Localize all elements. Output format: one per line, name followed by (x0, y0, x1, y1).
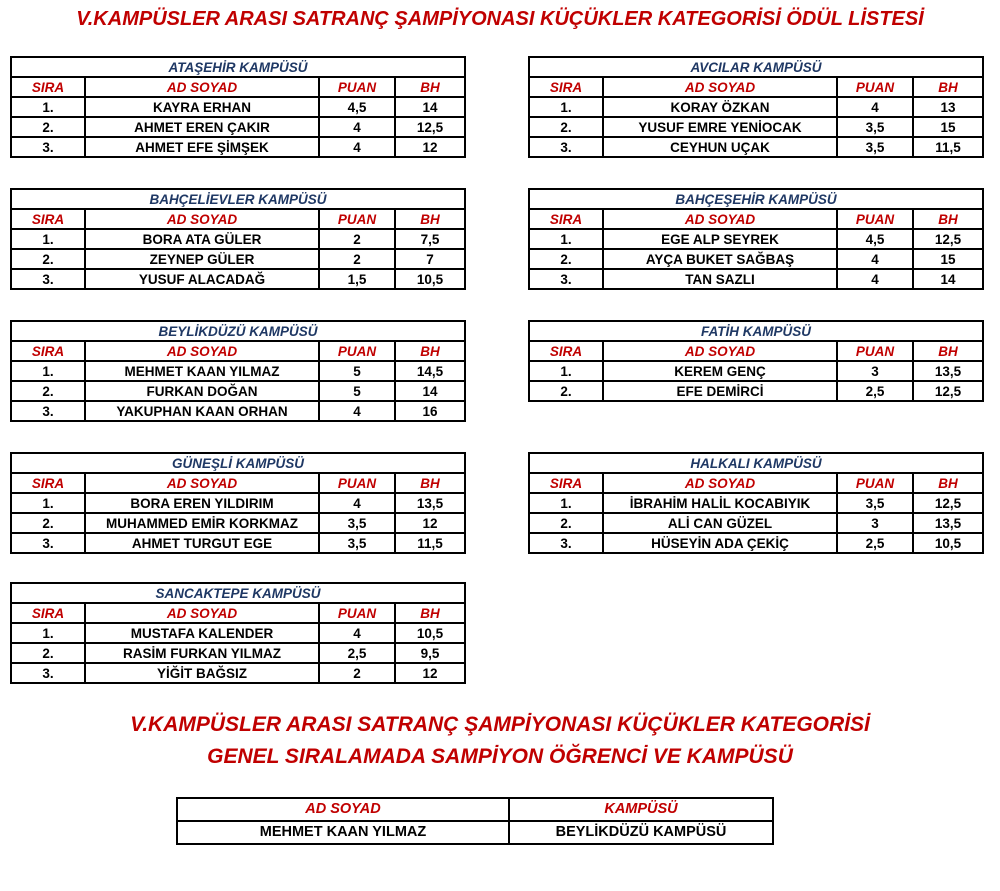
points-cell: 4 (319, 493, 395, 513)
table-row (529, 513, 983, 533)
rank-cell: 2. (11, 513, 85, 533)
champion-section-title-line1: V.KAMPÜSLER ARASI SATRANÇ ŞAMPİYONASI KÜÇÜKLER KATEGORİSİ (130, 713, 870, 736)
rank-cell: 1. (529, 97, 603, 117)
rank-cell: 3. (11, 533, 85, 553)
rank-cell: 2. (11, 117, 85, 137)
rank-cell: 1. (11, 229, 85, 249)
campus-table-fatih (528, 320, 984, 402)
champion-campus-header: KAMPÜSÜ (509, 798, 773, 821)
rank-cell: 1. (11, 361, 85, 381)
points-cell: 4 (837, 97, 913, 117)
campus-table-avcilar (528, 56, 984, 158)
rank-cell: 1. (11, 623, 85, 643)
player-name-cell: KORAY ÖZKAN (603, 97, 837, 117)
player-name-cell: EFE DEMİRCİ (603, 381, 837, 401)
rank-cell: 3. (529, 533, 603, 553)
bh-cell: 14,5 (395, 361, 465, 381)
rank-cell: 2. (11, 381, 85, 401)
table-row (529, 269, 983, 289)
name-column-header: AD SOYAD (85, 603, 319, 623)
rank-cell: 2. (529, 249, 603, 269)
player-name-cell: BORA ATA GÜLER (85, 229, 319, 249)
points-cell: 3,5 (319, 513, 395, 533)
table-row (529, 229, 983, 249)
campus-name: FATİH KAMPÜSÜ (529, 321, 983, 341)
table-row (529, 97, 983, 117)
campus-header-row (11, 57, 465, 77)
bh-column-header: BH (395, 341, 465, 361)
bh-cell: 12,5 (395, 117, 465, 137)
campus-table-bahcesehir (528, 188, 984, 290)
player-name-cell: RASİM FURKAN YILMAZ (85, 643, 319, 663)
rank-cell: 3. (11, 663, 85, 683)
points-column-header: PUAN (837, 77, 913, 97)
rank-column-header: SIRA (529, 77, 603, 97)
bh-cell: 14 (913, 269, 983, 289)
column-header-row (529, 209, 983, 229)
points-column-header: PUAN (319, 473, 395, 493)
player-name-cell: ZEYNEP GÜLER (85, 249, 319, 269)
points-column-header: PUAN (837, 473, 913, 493)
campus-header-row (11, 583, 465, 603)
campus-name: ATAŞEHİR KAMPÜSÜ (11, 57, 465, 77)
points-cell: 3,5 (837, 117, 913, 137)
rank-column-header: SIRA (11, 77, 85, 97)
bh-cell: 15 (913, 117, 983, 137)
rank-cell: 2. (11, 249, 85, 269)
points-column-header: PUAN (837, 341, 913, 361)
champion-name-header: AD SOYAD (177, 798, 509, 821)
campus-name: HALKALI KAMPÜSÜ (529, 453, 983, 473)
name-column-header: AD SOYAD (85, 77, 319, 97)
player-name-cell: HÜSEYİN ADA ÇEKİÇ (603, 533, 837, 553)
bh-column-header: BH (395, 603, 465, 623)
campus-header-row (529, 321, 983, 341)
champion-campus: BEYLİKDÜZÜ KAMPÜSÜ (509, 821, 773, 844)
rank-cell: 2. (529, 381, 603, 401)
name-column-header: AD SOYAD (603, 209, 837, 229)
table-row (11, 269, 465, 289)
points-cell: 4,5 (837, 229, 913, 249)
campus-table-halkali (528, 452, 984, 554)
campus-name: AVCILAR KAMPÜSÜ (529, 57, 983, 77)
name-column-header: AD SOYAD (85, 473, 319, 493)
bh-column-header: BH (913, 209, 983, 229)
rank-column-header: SIRA (11, 209, 85, 229)
campus-header-row (11, 453, 465, 473)
bh-cell: 9,5 (395, 643, 465, 663)
table-row (529, 361, 983, 381)
table-row (529, 117, 983, 137)
rank-cell: 2. (529, 513, 603, 533)
rank-column-header: SIRA (529, 473, 603, 493)
bh-cell: 13,5 (913, 513, 983, 533)
column-header-row (11, 77, 465, 97)
rank-cell: 1. (11, 97, 85, 117)
bh-cell: 13,5 (913, 361, 983, 381)
rank-cell: 3. (11, 137, 85, 157)
points-cell: 4 (319, 401, 395, 421)
points-cell: 2 (319, 663, 395, 683)
rank-column-header: SIRA (11, 603, 85, 623)
player-name-cell: AHMET EREN ÇAKIR (85, 117, 319, 137)
points-cell: 3,5 (837, 493, 913, 513)
table-row (11, 361, 465, 381)
bh-column-header: BH (913, 341, 983, 361)
table-row (11, 249, 465, 269)
table-row (529, 381, 983, 401)
rank-cell: 3. (11, 401, 85, 421)
bh-cell: 14 (395, 97, 465, 117)
column-header-row (529, 77, 983, 97)
column-header-row (11, 603, 465, 623)
player-name-cell: FURKAN DOĞAN (85, 381, 319, 401)
player-name-cell: KEREM GENÇ (603, 361, 837, 381)
points-cell: 3,5 (319, 533, 395, 553)
points-cell: 2 (319, 249, 395, 269)
table-row (529, 533, 983, 553)
name-column-header: AD SOYAD (603, 77, 837, 97)
points-cell: 2,5 (837, 533, 913, 553)
bh-cell: 15 (913, 249, 983, 269)
player-name-cell: AHMET TURGUT EGE (85, 533, 319, 553)
rank-cell: 3. (529, 137, 603, 157)
table-row (529, 493, 983, 513)
champion-section-title-line2: GENEL SIRALAMADA SAMPİYON ÖĞRENCİ VE KAMPÜSÜ (207, 745, 793, 768)
points-column-header: PUAN (837, 209, 913, 229)
points-cell: 1,5 (319, 269, 395, 289)
bh-cell: 12 (395, 663, 465, 683)
column-header-row (529, 473, 983, 493)
player-name-cell: YAKUPHAN KAAN ORHAN (85, 401, 319, 421)
player-name-cell: ALİ CAN GÜZEL (603, 513, 837, 533)
player-name-cell: İBRAHİM HALİL KOCABIYIK (603, 493, 837, 513)
champion-table-row (177, 821, 773, 844)
bh-cell: 7 (395, 249, 465, 269)
campus-table-beylikduzu (10, 320, 466, 422)
campus-table-atasehir (10, 56, 466, 158)
table-row (11, 533, 465, 553)
campus-name: BEYLİKDÜZÜ KAMPÜSÜ (11, 321, 465, 341)
points-cell: 2,5 (837, 381, 913, 401)
points-cell: 3 (837, 513, 913, 533)
table-row (11, 401, 465, 421)
rank-column-header: SIRA (529, 341, 603, 361)
bh-cell: 12 (395, 137, 465, 157)
table-row (529, 137, 983, 157)
campus-name: BAHÇEŞEHİR KAMPÜSÜ (529, 189, 983, 209)
points-cell: 4 (837, 269, 913, 289)
column-header-row (11, 473, 465, 493)
bh-cell: 12,5 (913, 381, 983, 401)
rank-cell: 2. (11, 643, 85, 663)
bh-cell: 14 (395, 381, 465, 401)
table-row (11, 513, 465, 533)
rank-cell: 3. (11, 269, 85, 289)
rank-column-header: SIRA (529, 209, 603, 229)
campus-header-row (529, 453, 983, 473)
champion-table (176, 797, 774, 845)
points-cell: 4 (319, 137, 395, 157)
bh-cell: 13 (913, 97, 983, 117)
player-name-cell: YUSUF ALACADAĞ (85, 269, 319, 289)
rank-cell: 2. (529, 117, 603, 137)
table-row (529, 249, 983, 269)
points-cell: 4 (319, 623, 395, 643)
player-name-cell: MUSTAFA KALENDER (85, 623, 319, 643)
bh-cell: 12,5 (913, 493, 983, 513)
player-name-cell: AYÇA BUKET SAĞBAŞ (603, 249, 837, 269)
bh-column-header: BH (395, 473, 465, 493)
player-name-cell: BORA EREN YILDIRIM (85, 493, 319, 513)
bh-column-header: BH (395, 77, 465, 97)
rank-cell: 3. (529, 269, 603, 289)
points-cell: 2,5 (319, 643, 395, 663)
table-row (11, 643, 465, 663)
table-row (11, 623, 465, 643)
rank-column-header: SIRA (11, 341, 85, 361)
bh-cell: 7,5 (395, 229, 465, 249)
campus-table-guneslí (10, 452, 466, 554)
table-row (11, 97, 465, 117)
player-name-cell: MUHAMMED EMİR KORKMAZ (85, 513, 319, 533)
table-row (11, 137, 465, 157)
bh-cell: 11,5 (395, 533, 465, 553)
name-column-header: AD SOYAD (85, 209, 319, 229)
player-name-cell: YUSUF EMRE YENİOCAK (603, 117, 837, 137)
points-cell: 4 (837, 249, 913, 269)
champion-name: MEHMET KAAN YILMAZ (177, 821, 509, 844)
campus-name: GÜNEŞLİ KAMPÜSÜ (11, 453, 465, 473)
column-header-row (11, 209, 465, 229)
bh-cell: 12 (395, 513, 465, 533)
bh-cell: 13,5 (395, 493, 465, 513)
bh-column-header: BH (913, 473, 983, 493)
bh-column-header: BH (395, 209, 465, 229)
table-row (11, 117, 465, 137)
player-name-cell: YİĞİT BAĞSIZ (85, 663, 319, 683)
bh-cell: 11,5 (913, 137, 983, 157)
campus-header-row (11, 189, 465, 209)
bh-cell: 10,5 (395, 269, 465, 289)
table-row (11, 381, 465, 401)
rank-cell: 1. (529, 493, 603, 513)
points-cell: 4 (319, 117, 395, 137)
points-column-header: PUAN (319, 209, 395, 229)
player-name-cell: KAYRA ERHAN (85, 97, 319, 117)
table-row (11, 493, 465, 513)
bh-cell: 10,5 (913, 533, 983, 553)
campus-table-sancaktepe (10, 582, 466, 684)
table-row (11, 663, 465, 683)
player-name-cell: MEHMET KAAN YILMAZ (85, 361, 319, 381)
player-name-cell: EGE ALP SEYREK (603, 229, 837, 249)
points-cell: 3,5 (837, 137, 913, 157)
bh-cell: 10,5 (395, 623, 465, 643)
bh-cell: 12,5 (913, 229, 983, 249)
name-column-header: AD SOYAD (603, 473, 837, 493)
campus-table-bahcelievler (10, 188, 466, 290)
points-column-header: PUAN (319, 77, 395, 97)
name-column-header: AD SOYAD (85, 341, 319, 361)
campus-header-row (529, 57, 983, 77)
page-title: V.KAMPÜSLER ARASI SATRANÇ ŞAMPİYONASI KÜÇÜKLER KATEGORİSİ ÖDÜL LİSTESİ (76, 8, 924, 30)
points-cell: 2 (319, 229, 395, 249)
campus-header-row (529, 189, 983, 209)
name-column-header: AD SOYAD (603, 341, 837, 361)
column-header-row (529, 341, 983, 361)
points-cell: 5 (319, 381, 395, 401)
table-row (11, 229, 465, 249)
points-cell: 5 (319, 361, 395, 381)
rank-cell: 1. (529, 361, 603, 381)
rank-column-header: SIRA (11, 473, 85, 493)
player-name-cell: CEYHUN UÇAK (603, 137, 837, 157)
campus-header-row (11, 321, 465, 341)
rank-cell: 1. (529, 229, 603, 249)
rank-cell: 1. (11, 493, 85, 513)
points-cell: 3 (837, 361, 913, 381)
points-cell: 4,5 (319, 97, 395, 117)
points-column-header: PUAN (319, 341, 395, 361)
campus-name: SANCAKTEPE KAMPÜSÜ (11, 583, 465, 603)
champion-table-header-row (177, 798, 773, 821)
campus-name: BAHÇELİEVLER KAMPÜSÜ (11, 189, 465, 209)
player-name-cell: AHMET EFE ŞİMŞEK (85, 137, 319, 157)
column-header-row (11, 341, 465, 361)
player-name-cell: TAN SAZLI (603, 269, 837, 289)
bh-column-header: BH (913, 77, 983, 97)
bh-cell: 16 (395, 401, 465, 421)
points-column-header: PUAN (319, 603, 395, 623)
